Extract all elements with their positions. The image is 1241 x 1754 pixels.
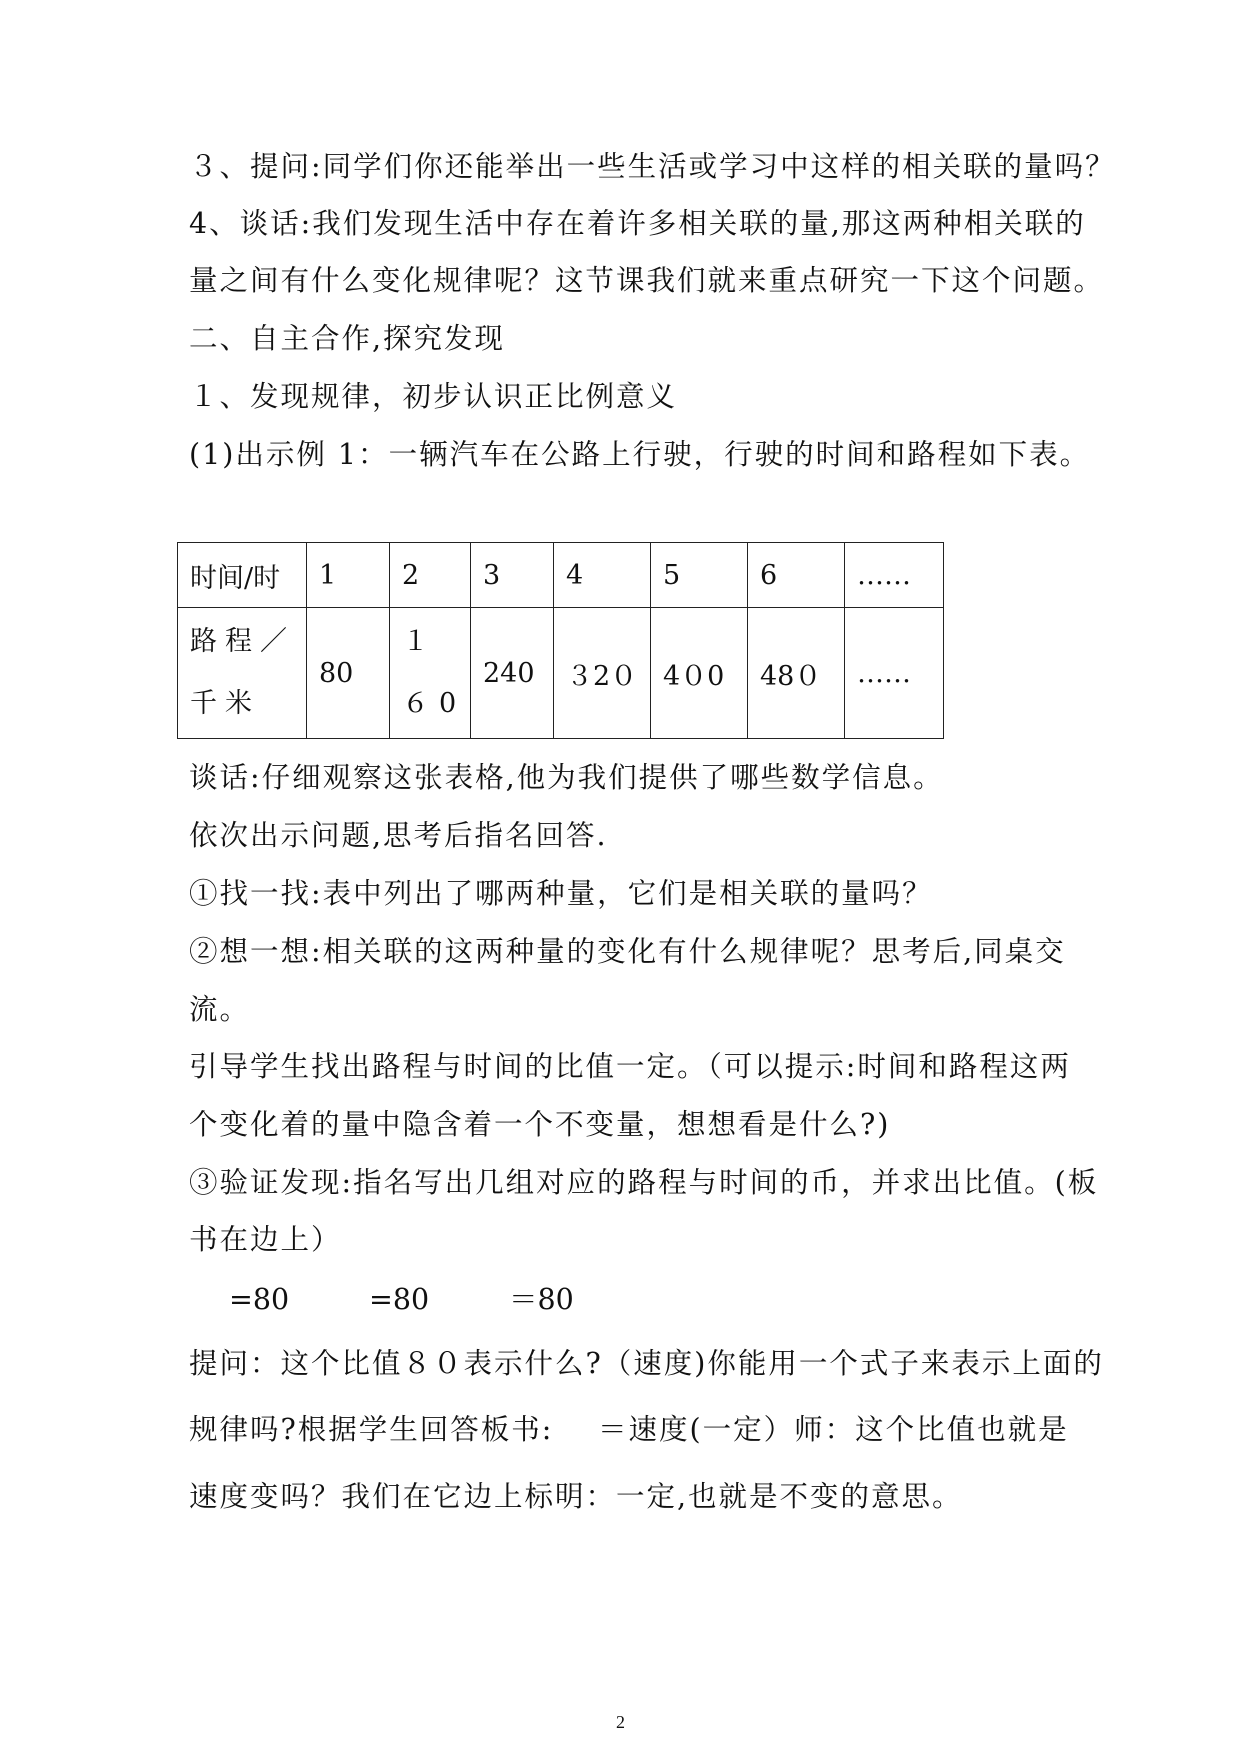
distance-cell: １６0 <box>390 608 471 739</box>
verify-discovery-b: 书在边上） <box>189 1223 342 1256</box>
board-write-formula: ＝速度(一定）师：这个比值也就是 <box>598 1413 1069 1446</box>
paragraph-talk-4a: 4、谈话:我们发现生活中存在着许多相关联的量,那这两种相关联的 <box>189 207 1086 240</box>
distance-row <box>178 608 944 739</box>
show-questions: 依次出示问题,思考后指名回答. <box>189 819 608 852</box>
question-think-b: 流。 <box>189 993 251 1026</box>
board-write-label: 规律吗?根据学生回答板书: <box>189 1413 554 1446</box>
time-cell: 5 <box>651 543 748 608</box>
time-row <box>178 543 944 608</box>
equation-2: =80 <box>369 1283 430 1316</box>
paragraph-question-3: ３、提问:同学们你还能举出一些生活或学习中这样的相关联的量吗？ <box>189 150 1116 183</box>
equation-3: ＝80 <box>509 1283 574 1316</box>
question-ratio-meaning: 提问：这个比值８０表示什么?（速度)你能用一个式子来表示上面的 <box>189 1347 1104 1380</box>
distance-cell: 48０ <box>748 608 845 739</box>
example-1-intro: (1)出示例 1：一辆汽车在公路上行驶，行驶的时间和路程如下表。 <box>189 438 1091 471</box>
equation-1: =80 <box>229 1283 290 1316</box>
section-heading-2: 二、自主合作,探究发现 <box>189 322 506 355</box>
distance-cell: 240 <box>471 608 554 739</box>
time-distance-table <box>177 542 944 739</box>
distance-cell: …… <box>845 608 944 739</box>
distance-cell: 80 <box>307 608 390 739</box>
question-find: ①找一找:表中列出了哪两种量，它们是相关联的量吗？ <box>189 877 933 910</box>
speed-constant-note: 速度变吗？我们在它边上标明：一定,也就是不变的意思。 <box>189 1480 963 1513</box>
time-cell: 4 <box>554 543 651 608</box>
time-header-cell: 时间/时 <box>178 543 307 608</box>
page-number: 2 <box>616 1712 625 1732</box>
question-think-a: ②想一想:相关联的这两种量的变化有什么规律呢？思考后,同桌交 <box>189 935 1066 968</box>
guide-students-b: 个变化着的量中隐含着一个不变量，想想看是什么?) <box>189 1108 891 1141</box>
distance-cell: 4０0 <box>651 608 748 739</box>
time-cell: …… <box>845 543 944 608</box>
paragraph-talk-4b: 量之间有什么变化规律呢？这节课我们就来重点研究一下这个问题。 <box>189 264 1105 297</box>
subheading-1: １、发现规律，初步认识正比例意义 <box>189 380 678 413</box>
distance-cell: ３2０ <box>554 608 651 739</box>
talk-observe-table: 谈话:仔细观察这张表格,他为我们提供了哪些数学信息。 <box>189 761 944 794</box>
time-cell: 3 <box>471 543 554 608</box>
verify-discovery-a: ③验证发现:指名写出几组对应的路程与时间的币，并求出比值。(板 <box>189 1166 1099 1199</box>
time-cell: 1 <box>307 543 390 608</box>
time-cell: 6 <box>748 543 845 608</box>
time-cell: 2 <box>390 543 471 608</box>
guide-students-a: 引导学生找出路程与时间的比值一定。（可以提示:时间和路程这两 <box>189 1050 1071 1083</box>
distance-header-cell: 路程／千米 <box>178 608 307 739</box>
